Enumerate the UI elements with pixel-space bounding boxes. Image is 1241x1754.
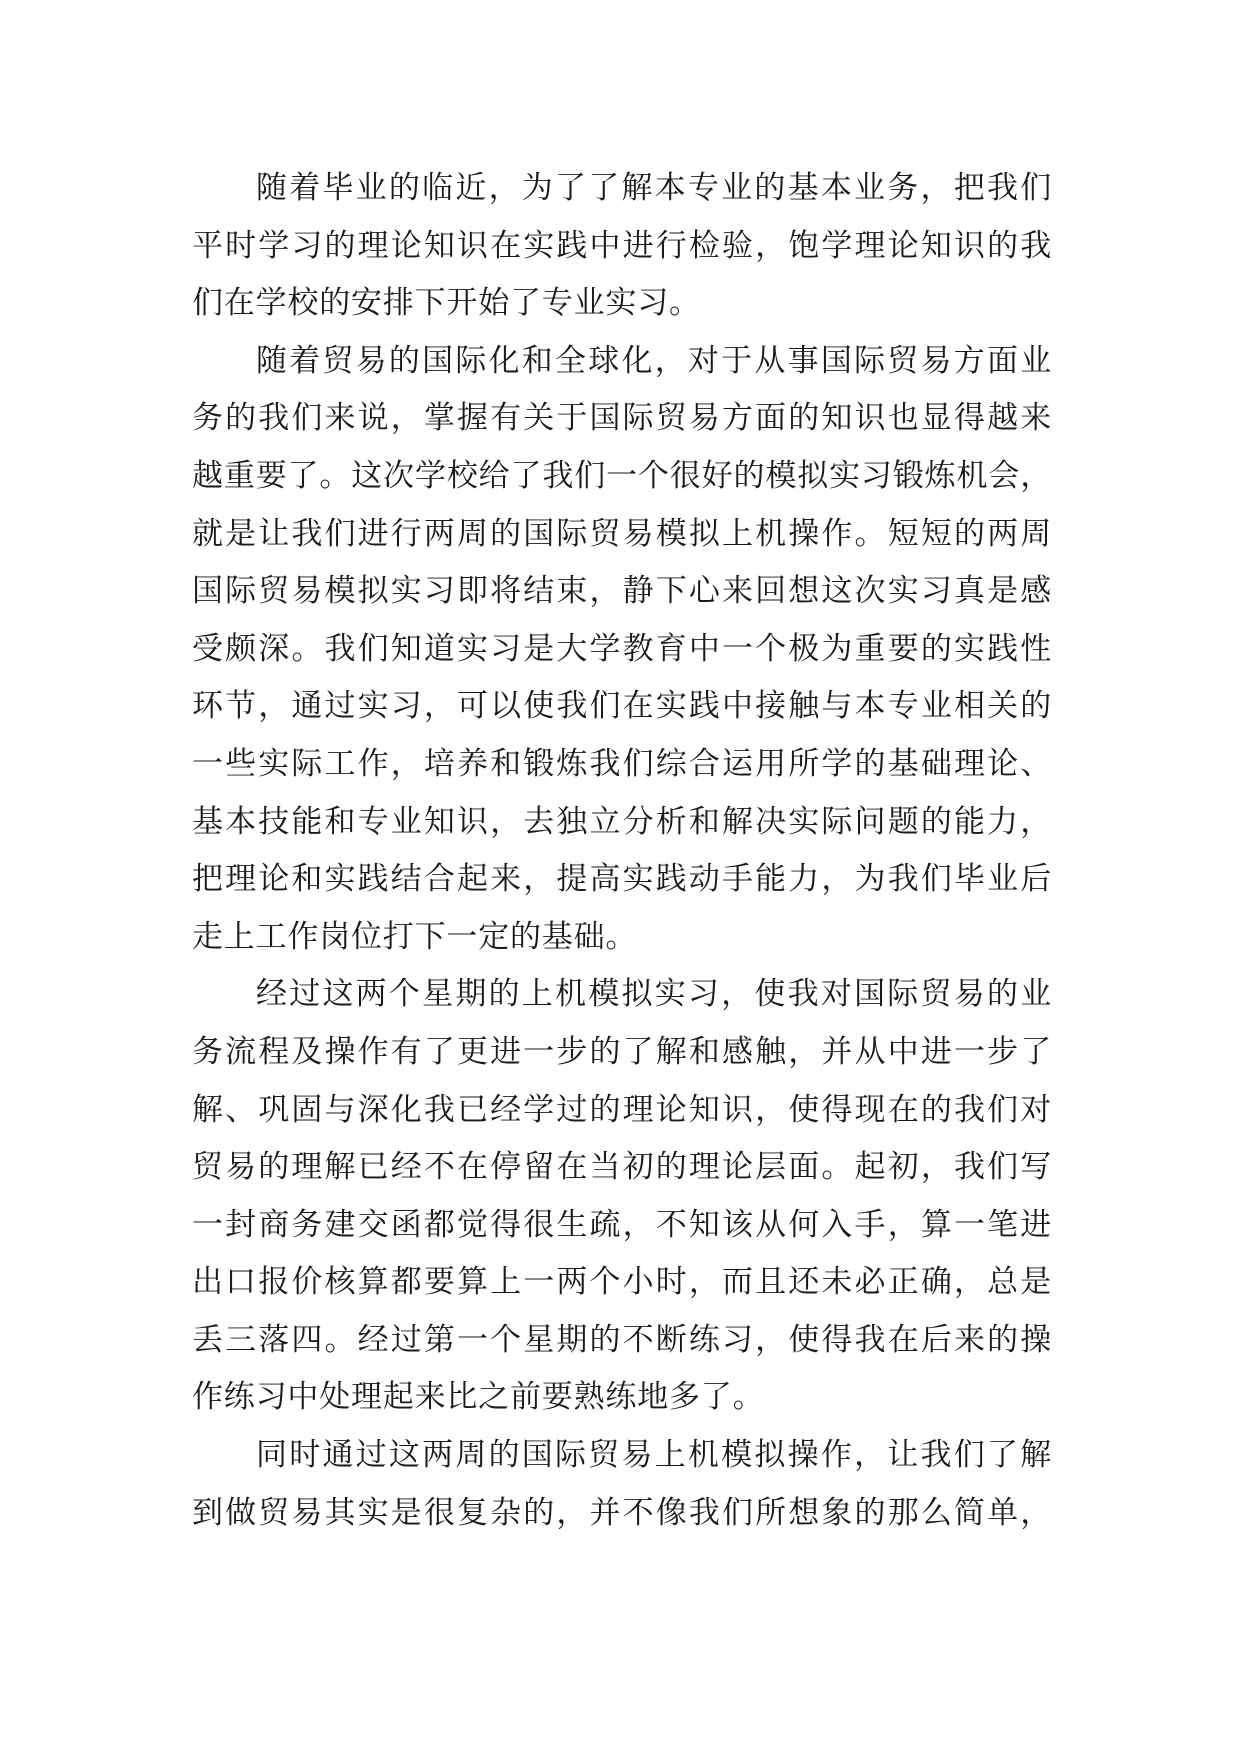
text-line: 一些实际工作，培养和锻炼我们综合运用所学的基础理论、 xyxy=(192,745,1052,782)
text-line: 一封商务建交函都觉得很生疏，不知该从何入手，算一笔进 xyxy=(192,1206,1052,1243)
text-line: 随着毕业的临近，为了了解本专业的基本业务，把我们 xyxy=(256,170,1052,206)
text-line: 越重要了。这次学校给了我们一个很好的模拟实习锻炼机会， xyxy=(192,457,1052,494)
text-line: 把理论和实践结合起来，提高实践动手能力，为我们毕业后 xyxy=(192,861,1052,898)
text-line: 走上工作岗位打下一定的基础。 xyxy=(192,918,638,955)
text-line: 同时通过这两周的国际贸易上机模拟操作，让我们了解 xyxy=(256,1437,1052,1474)
text-line: 平时学习的理论知识在实践中进行检验，饱学理论知识的我 xyxy=(192,227,1052,264)
text-line: 丢三落四。经过第一个星期的不断练习，使得我在后来的操 xyxy=(192,1321,1052,1358)
text-line: 国际贸易模拟实习即将结束，静下心来回想这次实习真是感 xyxy=(192,573,1052,610)
text-line: 务流程及操作有了更进一步的了解和感触，并从中进一步了 xyxy=(192,1033,1052,1070)
document-body xyxy=(192,160,1052,1542)
text-line: 随着贸易的国际化和全球化，对于从事国际贸易方面业 xyxy=(256,342,1052,379)
text-line: 们在学校的安排下开始了专业实习。 xyxy=(192,285,701,322)
text-line: 作练习中处理起来比之前要熟练地多了。 xyxy=(192,1379,765,1416)
text-line: 出口报价核算都要算上一两个小时，而且还未必正确，总是 xyxy=(192,1264,1052,1301)
text-line: 基本技能和专业知识，去独立分析和解决实际问题的能力， xyxy=(192,803,1052,840)
text-line: 受颇深。我们知道实习是大学教育中一个极为重要的实践性 xyxy=(192,630,1052,667)
paragraph-2 xyxy=(192,333,1052,967)
text-line: 解、巩固与深化我已经学过的理论知识，使得现在的我们对 xyxy=(192,1091,1052,1128)
paragraph-1 xyxy=(192,160,1052,333)
text-line: 务的我们来说，掌握有关于国际贸易方面的知识也显得越来 xyxy=(192,400,1052,437)
paragraph-3 xyxy=(192,966,1052,1427)
text-line: 到做贸易其实是很复杂的，并不像我们所想象的那么简单， xyxy=(192,1494,1052,1531)
text-line: 贸易的理解已经不在停留在当初的理论层面。起初，我们写 xyxy=(192,1149,1052,1186)
text-line: 就是让我们进行两周的国际贸易模拟上机操作。短短的两周 xyxy=(192,515,1052,552)
text-line: 经过这两个星期的上机模拟实习，使我对国际贸易的业 xyxy=(256,976,1052,1013)
text-line: 环节，通过实习，可以使我们在实践中接触与本专业相关的 xyxy=(192,688,1052,725)
paragraph-4 xyxy=(192,1427,1052,1542)
